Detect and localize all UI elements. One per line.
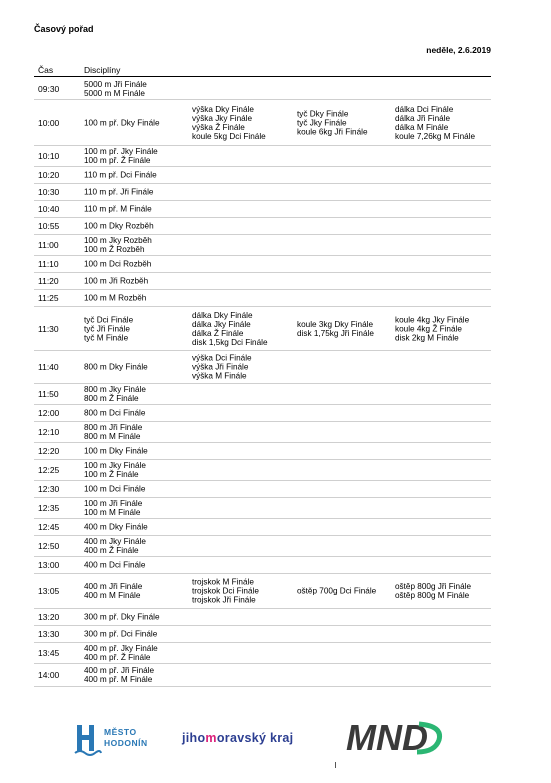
discipline-entry: 100 m Jky Finále — [84, 461, 146, 470]
discipline-entry: koule 5kg Dci Finále — [192, 131, 266, 141]
discipline-entry: 800 m Dky Finále — [84, 362, 148, 372]
schedule-row — [34, 574, 491, 609]
discipline-entry: 100 m Jři Rozběh — [84, 276, 149, 286]
schedule-row — [34, 290, 491, 307]
jihomoravsky-kraj-logo — [182, 731, 293, 745]
discipline-entry: dálka Jři Finále — [395, 113, 451, 123]
discipline-entry: 100 m Jky Rozběh — [84, 236, 152, 245]
discipline-cell — [395, 105, 475, 141]
discipline-cell — [84, 147, 158, 165]
schedule-row — [34, 351, 491, 384]
schedule-table — [34, 79, 491, 687]
discipline-cell — [84, 118, 160, 127]
sponsor-logos — [0, 715, 551, 765]
discipline-entry: 5000 m M Finále — [84, 89, 145, 98]
discipline-cell — [84, 188, 153, 197]
discipline-entry: oštěp 800g Jři Finále — [395, 582, 472, 591]
discipline-entry: 100 m Dky Rozběh — [84, 221, 154, 231]
schedule-row — [34, 643, 491, 664]
row-time: 11:50 — [38, 389, 59, 399]
discipline-cell — [192, 354, 252, 381]
discipline-entry: výška Ž Finále — [192, 122, 245, 132]
discipline-entry: 100 m M Finále — [84, 508, 141, 517]
discipline-cell — [297, 587, 376, 596]
discipline-entry: tyč Dky Finále — [297, 109, 349, 118]
discipline-entry: 110 m př. Jři Finále — [84, 187, 154, 197]
discipline-entry: 300 m př. Dky Finále — [84, 612, 160, 622]
discipline-cell — [84, 277, 148, 286]
event-date: neděle, 2.6.2019 — [426, 45, 491, 55]
row-time: 10:55 — [38, 221, 60, 231]
row-time: 12:20 — [38, 446, 60, 456]
row-time: 11:40 — [38, 362, 59, 372]
schedule-row — [34, 626, 491, 643]
schedule-row — [34, 384, 491, 405]
discipline-entry: oštěp 800g M Finále — [395, 591, 470, 600]
schedule-row — [34, 201, 491, 218]
discipline-entry: tyč Jři Finále — [84, 324, 130, 333]
discipline-cell — [84, 537, 146, 555]
discipline-entry: disk 1,75kg Jři Finále — [297, 328, 374, 338]
discipline-entry: 400 m př. Jři Finále — [84, 666, 155, 675]
discipline-entry: 100 m Jři Finále — [84, 499, 143, 508]
discipline-entry: 800 m Jky Finále — [84, 385, 146, 394]
discipline-cell — [84, 171, 157, 180]
discipline-cell — [192, 578, 259, 605]
discipline-entry: 100 m Ž Finále — [84, 470, 139, 479]
schedule-row — [34, 79, 491, 100]
discipline-cell — [297, 109, 368, 136]
discipline-entry: 400 m Jky Finále — [84, 537, 146, 546]
row-time: 12:35 — [38, 503, 60, 513]
discipline-entry: koule 7,26kg M Finále — [395, 131, 476, 141]
discipline-entry: dálka Dky Finále — [192, 310, 253, 320]
schedule-row — [34, 100, 491, 146]
schedule-row — [34, 498, 491, 519]
schedule-row — [34, 256, 491, 273]
discipline-entry: 100 m Dky Finále — [84, 446, 148, 456]
schedule-row — [34, 609, 491, 626]
schedule-row — [34, 664, 491, 687]
discipline-entry: disk 2kg M Finále — [395, 333, 459, 342]
schedule-row — [34, 167, 491, 184]
row-time: 11:10 — [38, 259, 59, 269]
row-time: 13:00 — [38, 560, 60, 570]
discipline-entry: 800 m Ž Finále — [84, 394, 139, 403]
kraj-text-m: m — [205, 731, 217, 745]
discipline-entry: 300 m př. Dci Finále — [84, 629, 158, 639]
row-time: 12:10 — [38, 427, 60, 437]
schedule-row — [34, 519, 491, 536]
header-disciplines: Disciplíny — [84, 65, 121, 75]
discipline-entry: 400 m Dky Finále — [84, 522, 148, 532]
discipline-entry: 400 m př. Ž Finále — [84, 653, 151, 662]
discipline-entry: výška Dky Finále — [192, 104, 254, 114]
discipline-entry: trojskok Jři Finále — [192, 595, 256, 605]
row-time: 10:10 — [38, 151, 60, 161]
row-time: 10:00 — [38, 117, 60, 128]
row-time: 11:00 — [38, 240, 59, 250]
discipline-entry: dálka M Finále — [395, 122, 449, 132]
discipline-cell — [84, 447, 148, 456]
row-time: 10:40 — [38, 204, 60, 214]
discipline-cell — [84, 80, 147, 98]
schedule-row — [34, 184, 491, 201]
mnd-logo-text: MND — [346, 718, 428, 756]
discipline-entry: koule 4kg Jky Finále — [395, 315, 470, 324]
row-time: 12:50 — [38, 541, 60, 551]
row-time: 11:25 — [38, 293, 59, 303]
row-time: 13:20 — [38, 612, 60, 622]
discipline-cell — [84, 499, 142, 517]
discipline-entry: tyč Dci Finále — [84, 315, 134, 324]
discipline-entry: výška M Finále — [192, 371, 247, 381]
discipline-entry: 100 m Ž Rozběh — [84, 245, 145, 254]
discipline-cell — [84, 613, 160, 622]
discipline-cell — [84, 644, 158, 662]
discipline-entry: 800 m M Finále — [84, 432, 141, 441]
discipline-cell — [84, 409, 145, 418]
discipline-entry: 400 m Ž Finále — [84, 546, 139, 555]
schedule-row — [34, 481, 491, 498]
row-time: 10:20 — [38, 170, 60, 180]
schedule-row — [34, 536, 491, 557]
discipline-entry: 400 m Dci Finále — [84, 560, 146, 570]
discipline-entry: dálka Ž Finále — [192, 328, 244, 338]
schedule-row — [34, 405, 491, 422]
discipline-cell — [84, 236, 152, 254]
discipline-cell — [84, 423, 142, 441]
discipline-cell — [395, 315, 469, 342]
schedule-row — [34, 235, 491, 256]
row-time: 13:30 — [38, 629, 60, 639]
schedule-row — [34, 307, 491, 351]
schedule-row — [34, 146, 491, 167]
row-time: 12:00 — [38, 408, 60, 418]
discipline-entry: koule 3kg Dky Finále — [297, 319, 373, 329]
row-time: 09:30 — [38, 84, 60, 94]
discipline-entry: dálka Jky Finále — [192, 319, 251, 329]
discipline-entry: výška Jky Finále — [192, 113, 253, 123]
schedule-row — [34, 273, 491, 290]
row-time: 12:30 — [38, 484, 60, 494]
row-time: 12:45 — [38, 522, 60, 532]
discipline-entry: 400 m př. M Finále — [84, 675, 153, 684]
page-title: Časový pořad — [34, 24, 94, 34]
schedule-row — [34, 443, 491, 460]
discipline-cell — [84, 260, 151, 269]
discipline-entry: tyč M Finále — [84, 333, 129, 342]
row-time: 11:20 — [38, 276, 59, 286]
header-time: Čas — [38, 65, 54, 75]
discipline-cell — [84, 485, 145, 494]
discipline-entry: trojskok Dci Finále — [192, 586, 259, 596]
discipline-cell — [84, 666, 154, 684]
discipline-entry: disk 1,5kg Dci Finále — [192, 337, 268, 347]
discipline-cell — [84, 630, 157, 639]
discipline-entry: 100 m př. Ž Finále — [84, 156, 151, 165]
discipline-entry: oštěp 700g Dci Finále — [297, 586, 377, 596]
discipline-cell — [84, 363, 148, 372]
discipline-entry: výška Dci Finále — [192, 353, 252, 363]
discipline-cell — [84, 582, 142, 600]
discipline-entry: koule 6kg Jři Finále — [297, 127, 368, 136]
hodonin-line2: HODONÍN — [104, 738, 148, 748]
discipline-entry: 400 m př. Jky Finále — [84, 644, 158, 653]
discipline-entry: 100 m Dci Finále — [84, 484, 146, 494]
schedule-row — [34, 422, 491, 443]
page-mark — [335, 762, 336, 768]
discipline-entry: 100 m př. Dky Finále — [84, 118, 160, 127]
mnd-logo-icon — [345, 718, 447, 756]
discipline-entry: 5000 m Jři Finále — [84, 80, 147, 89]
hodonin-line1: MĚSTO — [104, 727, 137, 737]
schedule-row — [34, 557, 491, 574]
kraj-text-pre: jiho — [182, 731, 206, 745]
discipline-cell — [84, 561, 145, 570]
discipline-entry: trojskok M Finále — [192, 577, 254, 587]
discipline-entry: 400 m M Finále — [84, 591, 141, 600]
header-divider — [34, 76, 491, 77]
discipline-cell — [84, 222, 154, 231]
discipline-cell — [192, 311, 268, 347]
discipline-entry: koule 4kg Ž Finále — [395, 324, 462, 333]
discipline-entry: 110 m př. Dci Finále — [84, 170, 157, 180]
discipline-entry: 100 m M Rozběh — [84, 293, 147, 303]
schedule-row — [34, 460, 491, 481]
discipline-entry: 100 m Dci Rozběh — [84, 259, 152, 269]
row-time: 12:25 — [38, 465, 60, 475]
row-time: 11:30 — [38, 323, 59, 334]
discipline-entry: 110 m př. M Finále — [84, 204, 152, 214]
row-time: 13:05 — [38, 586, 60, 596]
discipline-entry: 800 m Dci Finále — [84, 408, 146, 418]
discipline-cell — [84, 523, 148, 532]
discipline-cell — [84, 461, 146, 479]
mnd-logo — [345, 718, 447, 761]
discipline-entry: dálka Dci Finále — [395, 104, 454, 114]
discipline-entry: výška Jři Finále — [192, 362, 249, 372]
row-time: 10:30 — [38, 187, 60, 197]
discipline-entry: 100 m př. Jky Finále — [84, 147, 158, 156]
discipline-cell — [395, 582, 471, 600]
kraj-text-post: oravský kraj — [216, 731, 294, 745]
row-time: 14:00 — [38, 670, 60, 680]
schedule-row — [34, 218, 491, 235]
discipline-cell — [84, 385, 146, 403]
discipline-cell — [84, 315, 133, 342]
discipline-cell — [192, 105, 266, 141]
discipline-cell — [84, 294, 146, 303]
discipline-entry: 400 m Jři Finále — [84, 582, 143, 591]
discipline-cell — [84, 205, 152, 214]
discipline-cell — [297, 320, 374, 338]
discipline-entry: tyč Jky Finále — [297, 118, 347, 127]
hodonin-emblem-icon — [74, 723, 102, 757]
discipline-entry: 800 m Jři Finále — [84, 423, 143, 432]
hodonin-logo-text — [104, 727, 148, 749]
row-time: 13:45 — [38, 648, 60, 658]
